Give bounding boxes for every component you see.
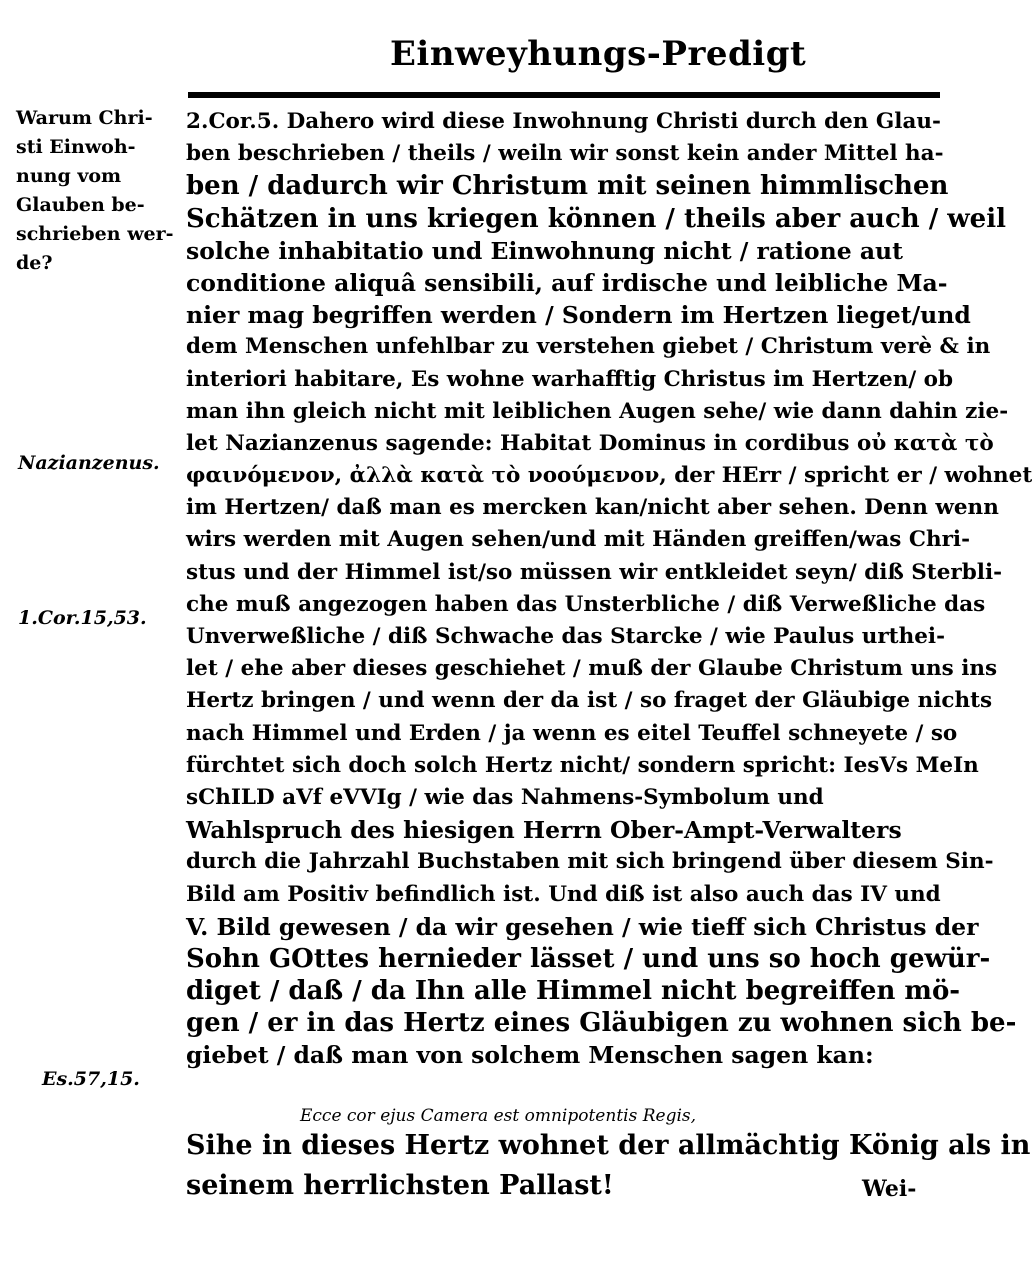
margin-note-cor: 1.Cor.15,53. — [18, 607, 147, 629]
text-line: Unverweßliche / diß Schwache das Starcke / wie Paulus urthei- — [186, 624, 945, 649]
text-line: V. Bild gewesen / da wir gesehen / wie tieff sich Christus der — [186, 912, 979, 941]
latin-quote: Ecce cor ejus Camera est omnipotentis Regis, — [300, 1106, 697, 1126]
text-line: durch die Jahrzahl Buchstaben mit sich bringend über diesem Sin- — [186, 849, 994, 875]
text-line: gen / er in das Hertz eines Gläubigen zu wohnen sich be- — [186, 1008, 1017, 1039]
margin-note-es: Es.57,15. — [42, 1068, 140, 1090]
text-line: che muß angezogen haben das Unsterbliche / diß Verweßliche das — [186, 591, 986, 617]
margin-note-question — [16, 104, 178, 278]
text-line: interiori habitare, Es wohne warhafftig Christus im Hertzen/ ob — [186, 366, 954, 392]
text-line: Bild am Positiv befindlich ist. Und diß ist also auch das IV und — [186, 881, 941, 907]
text-line: conditione aliquâ sensibili, auf irdische und leibliche Ma- — [186, 268, 948, 297]
catchword: Wei- — [862, 1176, 917, 1202]
text-line: diget / daß / da Ihn alle Himmel nicht begreiffen mö- — [186, 976, 961, 1007]
text-line: im Hertzen/ daß man es mercken kan/nicht aber sehen. Denn wenn — [186, 495, 999, 521]
header-rule — [188, 92, 940, 98]
text-line: nach Himmel und Erden / ja wenn es eitel Teuffel schneyete / so — [186, 720, 958, 746]
text-line: Wahlspruch des hiesigen Herrn Ober-Ampt-Verwalters — [186, 816, 902, 845]
text-line: giebet / daß man von solchem Menschen sagen kan: — [186, 1041, 874, 1070]
text-line: let / ehe aber dieses geschiehet / muß der Glaube Christum uns ins — [186, 656, 998, 682]
text-line: fürchtet sich doch solch Hertz nicht/ sondern spricht: IesVs MeIn — [186, 752, 979, 778]
text-line: 2.Cor.5. Dahero wird diese Inwohnung Christi durch den Glau- — [186, 109, 941, 134]
margin-note-line: nung vom — [16, 165, 122, 187]
margin-note-line: schrieben wer- — [16, 223, 174, 245]
text-line: ben beschrieben / theils / weiln wir sonst kein ander Mittel ha- — [186, 141, 944, 167]
text-line: stus und der Himmel ist/so müssen wir entkleidet seyn/ diß Sterbli- — [186, 559, 1003, 585]
text-line: φαινόμενον, ἀλλὰ κατὰ τὸ νοούμενον, der HErr / spricht er / wohnet — [186, 463, 1032, 489]
text-line: dem Menschen unfehlbar zu verstehen giebet / Christum verè & in — [186, 334, 991, 360]
text-line: Sohn GOttes hernieder lässet / und uns so hoch gewür- — [186, 943, 991, 974]
margin-note-line: Warum Chri- — [16, 107, 153, 129]
running-head-title: Einweyhungs-Predigt — [390, 34, 807, 74]
margin-note-nazianzenus: Nazianzenus. — [18, 452, 160, 474]
closing-line: seinem herrlichsten Pallast! — [186, 1170, 614, 1201]
text-line: Hertz bringen / und wenn der da ist / so fraget der Gläubige nichts — [186, 688, 993, 714]
margin-note-line: Glauben be- — [16, 194, 145, 216]
main-text — [186, 106, 1032, 1072]
text-line: wirs werden mit Augen sehen/und mit Händen greiffen/was Chri- — [186, 527, 971, 553]
text-line: let Nazianzenus sagende: Habitat Dominus in cordibus οὐ κατὰ τὸ — [186, 430, 994, 456]
text-line: solche inhabitatio und Einwohnung nicht / ratione aut — [186, 236, 903, 265]
text-line: man ihn gleich nicht mit leiblichen Augen sehe/ wie dann dahin zie- — [186, 398, 1009, 424]
margin-note-line: de? — [16, 252, 53, 274]
text-line: nier mag begriffen werden / Sondern im Hertzen lieget/und — [186, 301, 971, 330]
text-line: ben / dadurch wir Christum mit seinen himmlischen — [186, 171, 949, 202]
closing-line: Sihe in dieses Hertz wohnet der allmächtig König als in — [186, 1130, 1031, 1161]
text-line: sChILD aVf eVVIg / wie das Nahmens-Symbolum und — [186, 784, 824, 810]
text-line: Schätzen in uns kriegen können / theils aber auch / weil — [186, 203, 1006, 234]
margin-note-line: sti Einwoh- — [16, 136, 136, 158]
